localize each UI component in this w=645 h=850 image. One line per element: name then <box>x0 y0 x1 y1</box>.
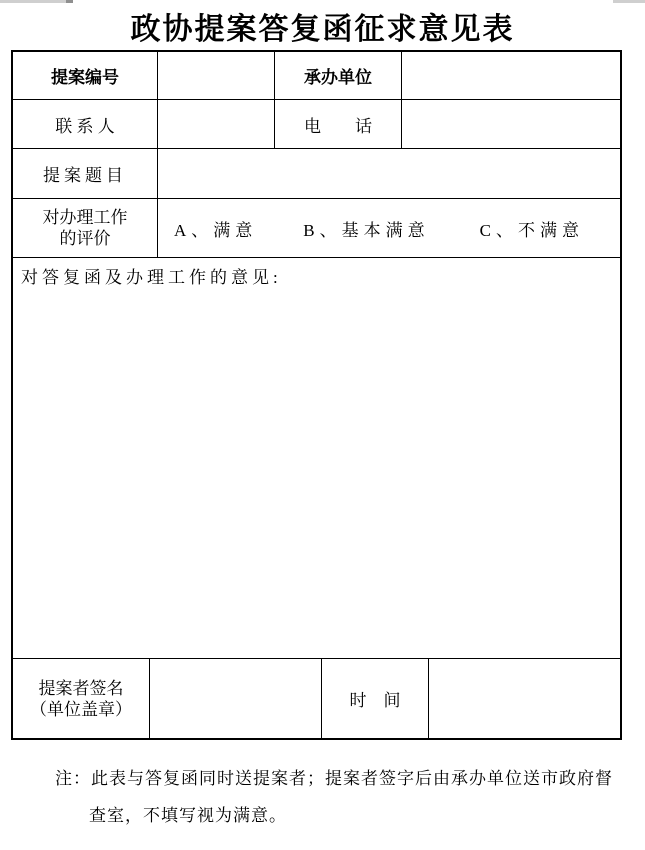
proposal-title-label: 提案题目 <box>13 149 158 198</box>
page-edge-artifact-right <box>613 0 645 3</box>
option-b-basically-satisfied[interactable]: B、基本满意 <box>303 220 430 240</box>
page-title: 政协提案答复函征求意见表 <box>130 12 515 47</box>
footnote-line2: 查室，不填写视为满意。 <box>89 806 287 825</box>
signer-label <box>13 659 150 738</box>
time-field[interactable] <box>429 659 620 738</box>
undertaking-unit-field[interactable] <box>402 52 620 99</box>
signer-label-line2: （单位盖章） <box>30 699 132 719</box>
contact-person-field[interactable] <box>158 100 275 148</box>
option-c-not-satisfied[interactable]: C、不满意 <box>479 220 584 240</box>
contact-person-label: 联 系 人 <box>13 100 158 148</box>
opinion-section-header: 对答复函及办理工作的意见: <box>21 268 282 287</box>
table-row <box>13 659 620 738</box>
evaluation-options <box>158 199 620 257</box>
table-row <box>13 258 620 659</box>
page-edge-artifact-left <box>0 0 73 3</box>
option-a-satisfied[interactable]: A、满意 <box>174 220 258 240</box>
table-row <box>13 52 620 100</box>
signature-field[interactable] <box>150 659 322 738</box>
footnote-prefix: 注： <box>55 769 91 788</box>
footnote-line1 <box>55 760 620 797</box>
table-row <box>13 199 620 258</box>
evaluation-label-line2: 的评价 <box>59 229 111 248</box>
table-row <box>13 100 620 149</box>
opinion-form-table <box>11 50 622 740</box>
signer-label-line1: 提案者签名 <box>38 678 124 698</box>
footnote <box>55 760 620 834</box>
proposal-number-label: 提案编号 <box>13 52 158 99</box>
opinion-input-area[interactable] <box>13 258 620 658</box>
undertaking-unit-label: 承办单位 <box>275 52 402 99</box>
phone-label: 电 话 <box>275 100 402 148</box>
proposal-title-field[interactable] <box>158 149 620 198</box>
evaluation-label <box>13 199 158 257</box>
evaluation-label-line1: 对办理工作 <box>42 208 128 227</box>
table-row <box>13 149 620 199</box>
proposal-number-field[interactable] <box>158 52 275 99</box>
phone-field[interactable] <box>402 100 620 148</box>
time-label: 时 间 <box>322 659 429 738</box>
footnote-text1: 此表与答复函同时送提案者；提案者签字后由承办单位送市政府督 <box>91 769 613 788</box>
